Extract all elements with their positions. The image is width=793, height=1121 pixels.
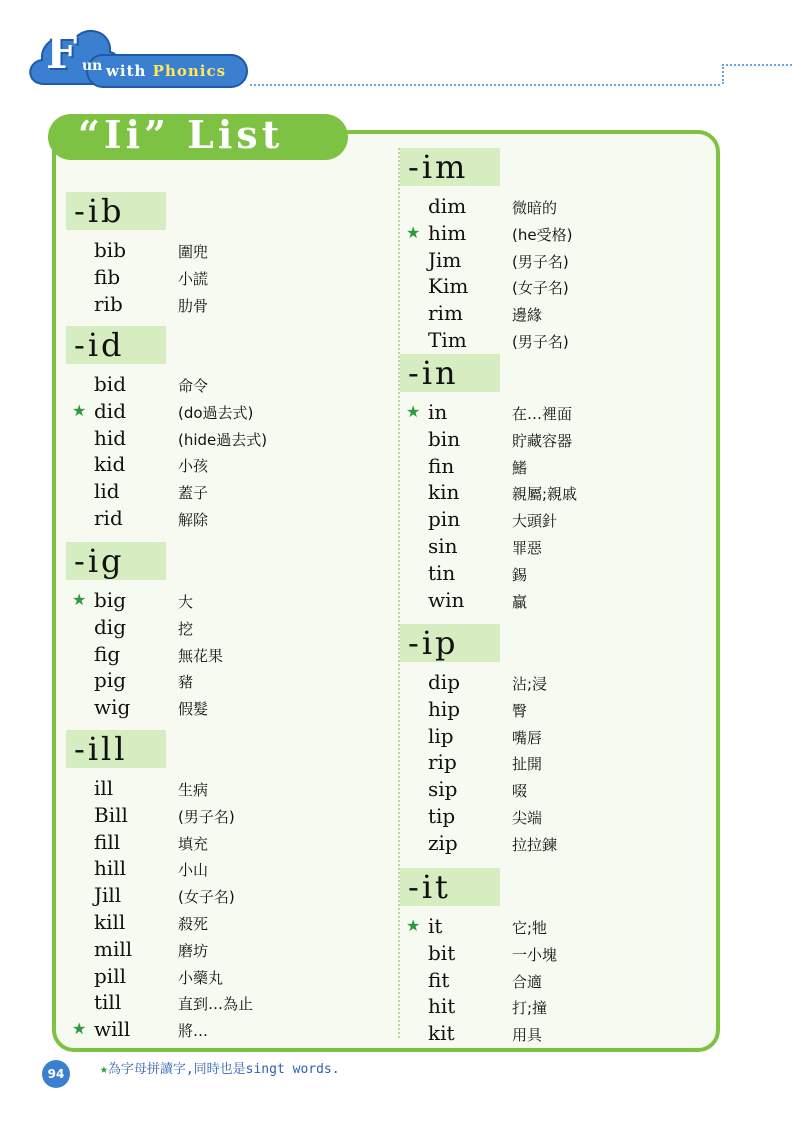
word-list (400, 194, 573, 355)
page-number: 94 (42, 1060, 70, 1088)
section-it (400, 868, 558, 1048)
star-icon: ★ (406, 916, 421, 935)
word: dig (94, 614, 127, 639)
word-row (400, 560, 528, 588)
word-row (66, 909, 209, 937)
word: pill (94, 963, 126, 988)
section-heading: -id (66, 326, 166, 364)
word-row (400, 696, 528, 724)
meaning: (男子名) (512, 252, 569, 271)
word: dip (428, 670, 461, 694)
word: it (428, 914, 443, 938)
word-row (400, 247, 569, 275)
meaning: (男子名) (512, 332, 569, 351)
logo-phonics: Phonics (152, 62, 227, 80)
word: dim (428, 194, 467, 218)
word: Kim (428, 274, 469, 299)
meaning: 小謊 (178, 269, 209, 288)
word: fit (428, 967, 450, 992)
word: hip (428, 696, 461, 721)
meaning: 一小塊 (512, 945, 558, 964)
word: big (94, 588, 127, 612)
section-heading: -it (400, 868, 500, 906)
meaning: 假髮 (178, 700, 209, 719)
word: win (428, 587, 465, 612)
word-row (400, 777, 528, 804)
page-title: “Ii” List (78, 112, 284, 157)
word-row (400, 723, 543, 751)
word-row (66, 641, 224, 669)
word-row (66, 776, 209, 803)
word-row (400, 453, 528, 481)
word-row (66, 856, 209, 883)
meaning: 臀 (512, 701, 528, 720)
word-list (66, 372, 268, 533)
word-row (66, 264, 209, 292)
word-row (66, 963, 224, 991)
word-row (66, 990, 254, 1017)
word-row (66, 452, 209, 479)
word-row (400, 274, 569, 301)
word: tip (428, 803, 456, 828)
word: kit (428, 1021, 455, 1046)
word: ill (94, 776, 114, 800)
word: will (94, 1017, 131, 1042)
meaning: 邊緣 (512, 306, 543, 325)
section-heading: -in (400, 354, 500, 392)
word: pig (94, 668, 127, 693)
meaning: 將… (178, 1022, 209, 1041)
word-row (400, 994, 548, 1021)
section-ip (400, 624, 558, 858)
meaning: 貯藏容器 (512, 431, 573, 450)
meaning: 尖端 (512, 808, 543, 827)
word-row (400, 670, 548, 697)
word: in (428, 400, 448, 424)
word: Jill (94, 883, 122, 908)
meaning: 啜 (512, 782, 528, 801)
meaning: 錫 (512, 565, 528, 584)
word: hid (94, 425, 127, 450)
section-heading: -im (400, 148, 500, 186)
word: kin (428, 480, 460, 505)
word: bid (94, 372, 127, 396)
meaning: 小孩 (178, 457, 209, 476)
word-row (400, 750, 543, 777)
word-row (66, 883, 235, 910)
word-row (400, 533, 543, 561)
meaning: (hide過去式) (178, 430, 268, 449)
meaning: 在…裡面 (512, 405, 573, 423)
meaning: 挖 (178, 619, 194, 638)
section-in (400, 354, 578, 614)
word-row (66, 829, 209, 857)
meaning: 生病 (178, 781, 209, 799)
meaning: 合適 (512, 972, 543, 991)
word: lip (428, 723, 454, 748)
word: him (428, 220, 467, 245)
logo-text (106, 62, 226, 80)
word: fib (94, 264, 121, 289)
word-row (400, 587, 528, 615)
meaning: 殺死 (178, 914, 209, 933)
meaning: (男子名) (178, 807, 235, 826)
word-row (66, 238, 209, 265)
footnote (100, 1058, 340, 1077)
word: tin (428, 560, 456, 585)
meaning: 罪惡 (512, 538, 543, 557)
meaning: 圍兜 (178, 243, 209, 261)
word-row (400, 914, 548, 941)
meaning: 微暗的 (512, 199, 558, 217)
section-ib (66, 192, 209, 318)
word-list (400, 914, 558, 1048)
word-row (400, 426, 573, 454)
word: sin (428, 533, 458, 558)
meaning: 鰭 (512, 458, 528, 477)
word-row (66, 936, 209, 964)
header-dotted-line (250, 84, 720, 86)
meaning: 大 (178, 593, 194, 611)
word-row (66, 291, 209, 319)
word-row (66, 614, 194, 642)
section-heading: -ill (66, 730, 166, 768)
word-row (400, 480, 578, 507)
word-row (66, 398, 254, 426)
meaning: (女子名) (512, 279, 569, 298)
meaning: 解除 (178, 510, 209, 529)
meaning: 磨坊 (178, 941, 209, 960)
word: kid (94, 452, 126, 477)
word: bib (94, 238, 127, 262)
meaning: 拉拉鍊 (512, 835, 558, 854)
section-id (66, 326, 268, 533)
logo-with: with (106, 62, 153, 80)
word-row (400, 220, 573, 248)
word: fig (94, 641, 121, 666)
meaning: 贏 (512, 592, 528, 611)
logo-un: un (82, 58, 103, 74)
word-list (400, 400, 578, 614)
star-icon: ★ (72, 400, 87, 420)
word-row (400, 967, 543, 995)
star-icon: ★ (406, 222, 421, 242)
word: Jim (428, 247, 462, 272)
word-row (66, 1017, 209, 1044)
word: bin (428, 426, 461, 451)
section-im (400, 148, 573, 355)
meaning: 豬 (178, 673, 194, 692)
word-row (400, 327, 569, 355)
meaning: 扯開 (512, 755, 543, 774)
word: till (94, 990, 122, 1015)
word: pin (428, 507, 461, 532)
meaning: 蓋子 (178, 484, 209, 503)
meaning: 命令 (178, 377, 209, 395)
word-row (400, 940, 558, 968)
word-row (66, 695, 209, 722)
meaning: 直到…為止 (178, 995, 254, 1014)
meaning: 小山 (178, 861, 209, 880)
section-ill (66, 730, 254, 1044)
word: fin (428, 453, 455, 478)
star-icon: ★ (72, 590, 87, 609)
word-row (66, 479, 209, 506)
star-icon: ★ (406, 402, 421, 421)
word: rip (428, 750, 457, 775)
word: fill (94, 829, 121, 854)
word: lid (94, 479, 120, 504)
meaning: 用具 (512, 1026, 543, 1045)
word-row (66, 802, 235, 830)
word-row (400, 830, 558, 858)
word: did (94, 398, 127, 423)
meaning: 填充 (178, 834, 209, 853)
word: Bill (94, 802, 128, 827)
word-row (66, 668, 194, 695)
meaning: 打;撞 (512, 999, 548, 1018)
word: zip (428, 830, 458, 855)
meaning: 它;牠 (512, 919, 548, 937)
footnote-star-icon: ★ (100, 1062, 108, 1077)
meaning: 小藥丸 (178, 968, 224, 987)
logo-letter: F (46, 28, 78, 79)
word-row (400, 400, 573, 427)
meaning: 沾;浸 (512, 675, 548, 693)
meaning: 肋骨 (178, 296, 209, 315)
word: Tim (428, 327, 467, 352)
word-list (400, 670, 558, 858)
word: rid (94, 505, 123, 530)
word: sip (428, 777, 458, 802)
word: mill (94, 936, 133, 961)
word-list (66, 238, 209, 318)
word-row (66, 588, 194, 615)
word-row (400, 803, 543, 831)
footnote-text: 為字母拼讀字,同時也是singt words. (107, 1062, 340, 1077)
word-row (400, 301, 543, 328)
meaning: 嘴唇 (512, 728, 543, 747)
word: wig (94, 695, 131, 720)
word: hit (428, 994, 456, 1019)
section-ig (66, 542, 224, 722)
meaning: (he受格) (512, 225, 573, 244)
word: bit (428, 940, 456, 965)
section-heading: -ip (400, 624, 500, 662)
word: hill (94, 856, 127, 881)
meaning: 無花果 (178, 646, 224, 665)
section-heading: -ib (66, 192, 166, 230)
word-row (400, 1021, 543, 1048)
word-row (66, 372, 209, 399)
star-icon: ★ (72, 1019, 87, 1039)
meaning: (do過去式) (178, 403, 254, 422)
word: rib (94, 291, 123, 316)
header-dotted-corner (722, 64, 792, 84)
meaning: 親屬;親戚 (512, 485, 578, 504)
word: kill (94, 909, 126, 934)
word-list (66, 776, 254, 1044)
word-row (66, 425, 268, 453)
meaning: (女子名) (178, 888, 235, 907)
word-row (66, 505, 209, 533)
word: rim (428, 301, 463, 326)
word-row (400, 507, 558, 534)
word-row (400, 194, 558, 221)
word-list (66, 588, 224, 722)
section-heading: -ig (66, 542, 166, 580)
meaning: 大頭針 (512, 512, 558, 531)
